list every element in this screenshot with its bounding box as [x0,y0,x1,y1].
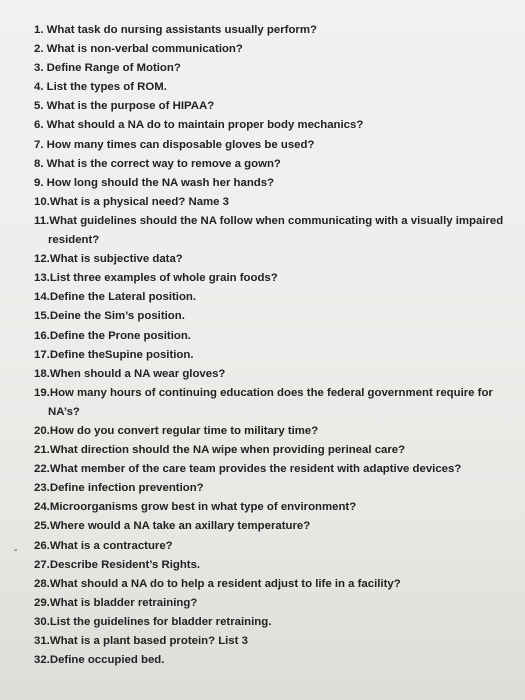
question-number: 8. [34,157,44,170]
question-text: Microorganisms grow best in what type of environment? [49,501,357,514]
question-text: Define theSupine position. [49,348,194,361]
question-item [34,498,520,517]
question-item [34,155,520,174]
question-text: How many times can disposable gloves be used? [43,138,315,151]
question-number: 10. [34,195,50,208]
question-number: 19. [34,386,50,399]
question-item [34,288,520,307]
question-text: What is a physical need? Name 3 [49,195,229,208]
question-text: When should a NA wear gloves? [49,367,226,380]
question-number: 27. [34,558,50,571]
question-text: What is a contracture? [49,539,173,552]
question-number: 25. [34,520,50,533]
question-item [34,594,520,613]
question-item [34,613,520,632]
question-item [34,136,520,155]
question-text: List the guidelines for bladder retraining. [49,615,272,628]
question-item [34,556,520,575]
question-text: What is subjective data? [49,253,183,266]
question-text: What guidelines should the NA follow when communicating with a visually impaired [49,214,504,227]
question-item [34,384,520,422]
question-text: What is the correct way to remove a gown? [43,157,281,170]
question-number: 32. [34,654,50,667]
question-number: 15. [34,310,50,323]
question-number: 22. [34,463,50,476]
question-item [34,59,520,78]
question-number: 21. [34,444,50,457]
question-item [34,575,520,594]
question-item [34,212,520,250]
question-item [34,269,520,288]
question-number: 1. [34,24,44,36]
question-text: What is non-verbal communication? [43,43,243,56]
question-text: List three examples of whole grain foods? [49,272,278,285]
question-number: 16. [34,329,50,342]
question-number: 26. [34,539,50,552]
question-item [34,479,520,498]
question-number: 5. [34,100,44,113]
question-list [34,21,520,670]
question-number: 24. [34,501,50,514]
question-number: 29. [34,596,50,609]
question-text: How many hours of continuing education does the federal government require for [49,386,493,399]
margin-tick-mark: - [14,545,18,556]
question-item [34,78,520,97]
question-text: What is a plant based protein? List 3 [49,635,248,647]
question-item [34,517,520,536]
question-item [34,365,520,384]
question-text-continued: NA’s? [48,405,80,418]
question-text: Define occupied bed. [49,654,165,667]
question-item [34,422,520,441]
question-item [34,346,520,365]
question-number: 13. [34,272,50,285]
question-number: 9. [34,176,44,189]
question-text-continued: resident? [48,234,100,247]
question-text: List the types of ROM. [43,81,167,94]
question-text: Define the Lateral position. [49,291,197,304]
question-text: What should a NA do to help a resident adjust to life in a facility? [49,577,401,590]
question-item [34,21,520,40]
question-text: How long should the NA wash her hands? [43,176,275,189]
question-number: 17. [34,348,50,361]
question-item [34,250,520,269]
question-number: 7. [34,138,44,151]
question-number: 30. [34,615,50,628]
question-number: 11. [34,214,50,227]
question-text: What is the purpose of HIPAA? [43,100,215,113]
question-number: 28. [34,577,50,590]
question-item [34,651,520,670]
question-item [34,307,520,326]
question-item [34,632,520,651]
question-text: How do you convert regular time to military time? [49,424,319,437]
question-number: 3. [34,62,44,75]
question-item [34,174,520,193]
question-item [34,116,520,135]
question-text: What is bladder retraining? [49,596,198,609]
question-text: Define infection prevention? [49,482,204,495]
question-number: 12. [34,253,50,266]
question-text: Describe Resident’s Rights. [49,558,201,571]
question-item [34,97,520,116]
question-item [34,537,520,556]
question-text: Deine the Sim’s position. [49,310,185,323]
question-text: What task do nursing assistants usually perform? [43,24,317,36]
question-number: 6. [34,119,44,132]
question-text: What should a NA do to maintain proper body mechanics? [43,119,364,132]
question-item [34,327,520,346]
question-number: 23. [34,482,50,495]
question-number: 14. [34,291,50,304]
question-number: 31. [34,635,50,647]
question-number: 20. [34,424,50,437]
question-number: 4. [34,81,44,94]
question-text: What member of the care team provides the resident with adaptive devices? [49,463,462,476]
question-item [34,193,520,212]
question-item [34,441,520,460]
question-text: What direction should the NA wipe when providing perineal care? [49,444,406,457]
question-item [34,40,520,59]
question-text: Where would a NA take an axillary temperature? [49,520,311,533]
question-number: 18. [34,367,50,380]
question-item [34,460,520,479]
question-text: Define the Prone position. [49,329,191,342]
question-text: Define Range of Motion? [43,62,181,75]
question-number: 2. [34,43,44,56]
